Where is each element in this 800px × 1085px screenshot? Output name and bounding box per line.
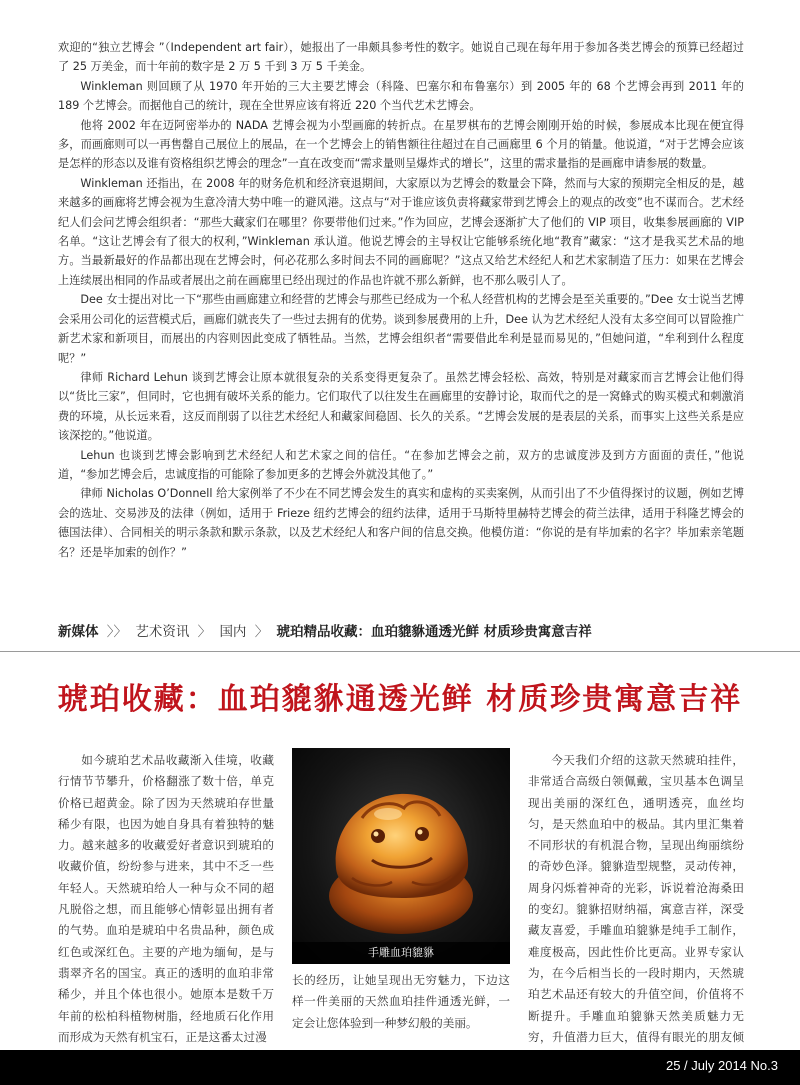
article-title: 琥珀收藏：血珀貔貅通透光鲜 材质珍贵寓意吉祥 — [57, 682, 743, 717]
amber-pixiu-photo — [292, 748, 510, 964]
photo-caption: 手雕血珀貔貅 — [292, 942, 510, 964]
paragraph: 欢迎的“独立艺博会 ”（Independent art fair），她报出了一串颇具参考性的数字。她说自己现在每年用于参加各类艺博会的预算已经超过了 25 万美金，而十年前的数字是 2 万 5 千到 3 万 5 千美金。 — [58, 41, 744, 74]
paragraph: Lehun 也谈到艺博会影响到艺术经纪人和艺术家之间的信任。“在参加艺博会之前，双方的忠诚度涉及到方方面面的责任，”他说道，“参加艺博会后，忠诚度指的可能除了参加更多的艺博会外就没其他了。” — [58, 448, 744, 481]
paragraph: Winkleman 还指出，在 2008 年的财务危机和经济衰退期间，大家原以为艺博会的数量会下降，然而与大家的预期完全相反的是，越来越多的画廊将艺博会视为生意冷清大势中唯一的避风港。这点与“对于谁应该负责将藏家带到艺博会上的观点的改变”也不谋而合。艺术经纪人们会问艺博会组织者：“那些大藏家们在哪里？你要带他们过来。”作为回应，艺博会逐渐扩大了他们的 VIP 项目，收集参展画廊的 VIP 名单。“这让艺博会有了很大的权利，”Winkleman 承认道。他说艺博会的主导权让它能够系统化地“教育”藏家：“这才是我买艺术品的地方。当最新最好的作品都出现在艺博会时，何必花那么多时间去不同的画廊呢？”这点又给艺术经纪人和艺术家制造了压力：如果在艺博会上连续展出相同的作品或者展出之前在画廊里已经出现过的作品也许就不那么新鲜，也不那么吸引人了。 — [58, 176, 744, 287]
paragraph: Winkleman 则回顾了从 1970 年开始的三大主要艺博会（科隆、巴塞尔和布鲁塞尔）到 2005 年的 68 个艺博会再到 2011 年的 189 个艺博会。而据他自己的统计，现在全世界应该有将近 220 个当代艺术艺博会。 — [58, 79, 744, 113]
article-mid-column — [292, 970, 510, 1034]
breadcrumb-current: 琥珀精品收藏：血珀貔貅通透光鲜 材质珍贵寓意吉祥 — [276, 624, 592, 640]
breadcrumb-root[interactable]: 新媒体 — [58, 624, 99, 640]
breadcrumb-level1[interactable]: 艺术资讯 — [135, 624, 190, 640]
paragraph: 律师 Richard Lehun 谈到艺博会让原本就很复杂的关系变得更复杂了。虽然艺博会轻松、高效，特别是对藏家而言艺博会让他们得以“货比三家”，但同时，它也拥有破坏关系的能力。它们取代了以往发生在画廊里的安静讨论，取而代之的是一窝蜂式的购买模式和刺激消费的环境，从长远来看，这反而削弱了以往艺术经纪人和藏家间稳固、长久的关系。“艺博会发展的是表层的关系，而事实上这些关系是应该深挖的。”他说道。 — [58, 370, 744, 443]
paragraph: 如今琥珀艺术品收藏渐入佳境，收藏行情节节攀升，价格翻涨了数十倍，单克价格已超黄金。除了因为天然琥珀存世量稀少有限，也因为她自身具有着独特的魅力。越来越多的收藏爱好者意识到琥珀的收藏价值，纷纷参与进来，其中不乏一些年轻人。天然琥珀给人一种与众不同的超凡脱俗之想，而且能够心情彰显出拥有者的气势。血珀是琥珀中名贵品种，颜色成红色或深红色。主要的产地为缅甸，是与翡翠齐名的国宝。真正的透明的血珀非常稀少，并且个体也很小。她原本是数千万年前的松柏科植物树脂，经地质石化作用而形成为天然有机宝石，正是这番太过漫 — [58, 753, 274, 1044]
breadcrumb-level2[interactable]: 国内 — [219, 624, 247, 640]
breadcrumb — [58, 622, 758, 642]
paragraph: Dee 女士提出对比一下“那些由画廊建立和经营的艺博会与那些已经成为一个私人经营机构的艺博会是至关重要的。”Dee 女士说当艺博会采用公司化的运营模式后，画廊们就丧失了一些过去拥有的优势。谈到参展费用的上升，Dee 认为艺术经纪人没有太多空间可以冒险推广新艺术家和新项目，而展出的内容则因此变成了牺牲品。当然，艺博会组织者“需要借此牟利是显而易见的，”但她问道，“牟利到什么程度呢？” — [58, 293, 745, 365]
breadcrumb-separator: 〉 — [197, 624, 212, 640]
upper-article-text — [58, 38, 744, 562]
amber-pixiu-icon — [292, 748, 510, 964]
page-number: 25 / July 2014 No.3 — [665, 1058, 778, 1073]
breadcrumb-divider — [0, 651, 800, 652]
paragraph: 今天我们介绍的这款天然琥珀挂件，非常适合高级白领佩戴，宝贝基本色调呈现出美丽的深红色，通明透亮，血丝均匀，是天然血珀中的极品。其内里汇集着不同形状的有机混合物，呈现出绚丽缤纷的奇妙色泽。貔貅造型规整，灵动传神，周身闪烁着神奇的光彩，诉说着沧海桑田的变幻。貔貅招财纳福，寓意吉祥，深受藏友喜爱，手雕血珀貔貅是纯手工制作，难度极高，因此性价比更高。业界专家认为，在今后相当长的一段时期内，天然琥珀艺术品还有较大的升值空间，价值将不断提升。手雕血珀貔貅天然美质魅力无穷，升值潜力巨大，值得有眼光的朋友倾 — [528, 753, 744, 1044]
paragraph: 长的经历，让她呈现出无穷魅力，下边这样一件美丽的天然血珀挂件通透光鲜，一定会让您体验到一种梦幻般的美丽。 — [292, 973, 510, 1030]
article-left-column — [58, 750, 274, 1048]
paragraph: 律师 Nicholas O’Donnell 给大家例举了不少在不同艺博会发生的真实和虚构的买卖案例，从而引出了不少值得探讨的议题，例如艺博会的选址、交易涉及的法律（例如，适用于 Frieze 纽约艺博会的纽约法律，适用于马斯特里赫特艺博会的荷兰法律，适用于科隆艺博会的德国法律）、合同相关的明示条款和默示条款，以及艺术经纪人和客户间的信息交换。他模仿道：“你说的是有毕加索的名字？毕加索亲笔题名？还是毕加索的创作？” — [58, 487, 744, 559]
breadcrumb-separator: 〉 — [254, 624, 269, 640]
paragraph: 他将 2002 年在迈阿密举办的 NADA 艺博会视为小型画廊的转折点。在星罗棋布的艺博会刚刚开始的时候，参展成本比现在便宜得多，而画廊则可以一再售罄自己展位上的展品，在一个艺博会上的销售额往往超过在自己画廊里 6 个月的销量。他说道，“对于艺博会应该是怎样的形态以及谁有资格组织艺博会的理念”一直在改变而“需求量则呈爆炸式的增长”，这里的需求量指的是画廊申请参展的数量。 — [58, 118, 744, 171]
article-right-column — [528, 750, 744, 1069]
breadcrumb-separator: 〉〉 — [106, 624, 128, 640]
